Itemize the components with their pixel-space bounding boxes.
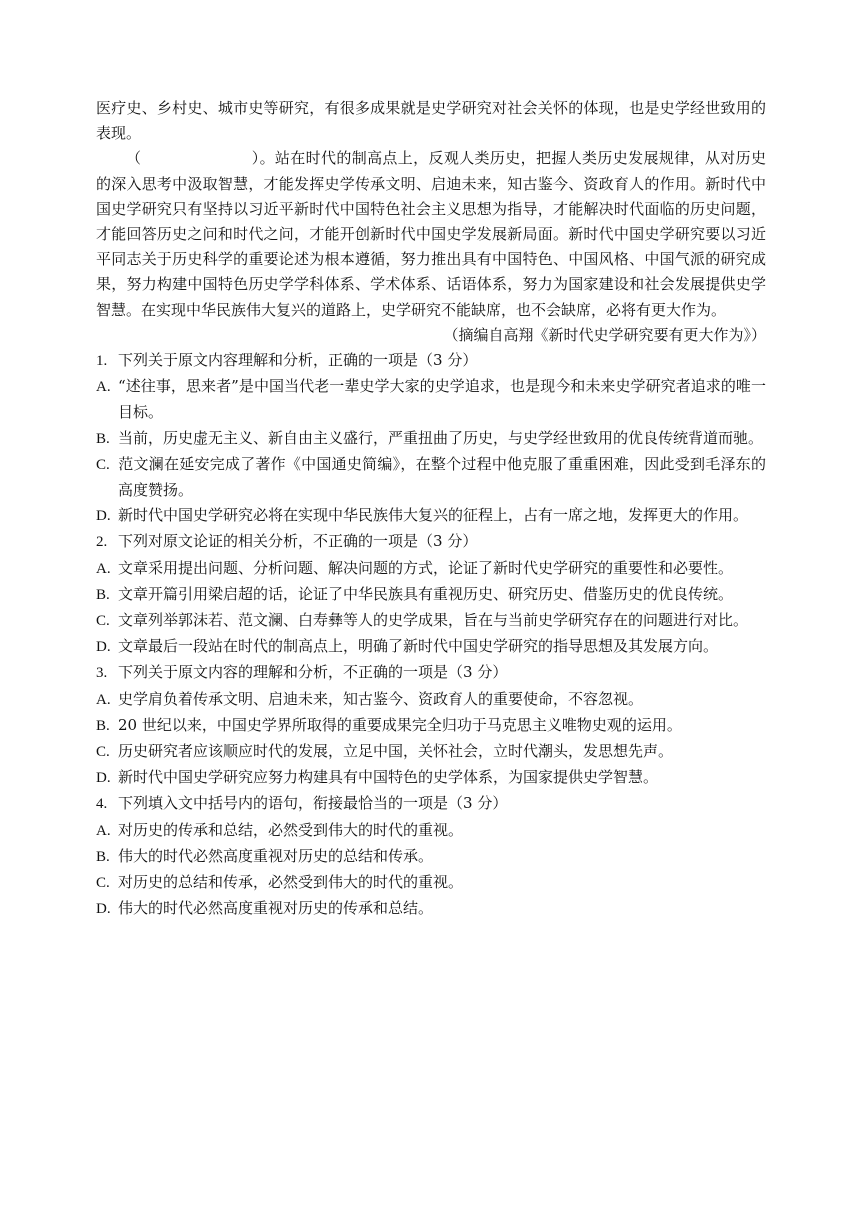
option-text: 文章列举郭沫若、范文澜、白寿彝等人的史学成果，旨在与当前史学研究存在的问题进行对比。 xyxy=(118,611,749,630)
option-letter: A. xyxy=(96,822,111,839)
question-stem xyxy=(96,529,766,555)
option-letter: C. xyxy=(96,613,110,630)
option-text: 新时代中国史学研究应努力构建具有中国特色的史学体系，为国家提供史学智慧。 xyxy=(118,768,659,787)
option-letter: B. xyxy=(96,848,110,865)
blank-open-paren: （ xyxy=(126,149,142,168)
option-c xyxy=(96,870,766,896)
option-text: 伟大的时代必然高度重视对历史的总结和传承。 xyxy=(118,846,434,865)
option-a xyxy=(96,687,766,713)
option-text: 当前，历史虚无主义、新自由主义盛行，严重扭曲了历史，与史学经世致用的优良传统背道而驰。 xyxy=(118,428,764,447)
question-number: 1. xyxy=(96,353,108,370)
option-d xyxy=(96,503,766,529)
option-text: 史学肩负着传承文明、启迪未来，知古鉴今、资政育人的重要使命，不容忽视。 xyxy=(118,689,644,708)
question-number: 4. xyxy=(96,796,108,813)
option-a xyxy=(96,374,766,425)
option-letter: C. xyxy=(96,744,110,761)
option-letter: B. xyxy=(96,430,110,447)
option-text: 对历史的总结和传承，必然受到伟大的时代的重视。 xyxy=(118,873,464,892)
question-text: 下列关于原文内容理解和分析，正确的一项是（3 分） xyxy=(118,351,478,370)
option-a xyxy=(96,818,766,844)
option-letter: A. xyxy=(96,691,111,708)
option-b xyxy=(96,582,766,608)
option-letter: D. xyxy=(96,770,111,787)
option-text: 伟大的时代必然高度重视对历史的传承和总结。 xyxy=(118,899,434,918)
question-2 xyxy=(96,529,766,660)
passage-continuation: 医疗史、乡村史、城市史等研究，有很多成果就是史学研究对社会关怀的体现，也是史学经世致用的表现。 xyxy=(96,99,766,143)
option-letter: D. xyxy=(96,901,111,918)
option-b xyxy=(96,426,766,452)
passage-final-paragraph xyxy=(96,146,766,322)
option-text: 对历史的传承和总结，必然受到伟大的时代的重视。 xyxy=(118,820,464,839)
question-text: 下列关于原文内容的理解和分析，不正确的一项是（3 分） xyxy=(118,663,508,682)
question-text: 下列对原文论证的相关分析，不正确的一项是（3 分） xyxy=(118,532,478,551)
option-text: 20 世纪以来，中国史学界所取得的重要成果完全归功于马克思主义唯物史观的运用。 xyxy=(118,715,682,734)
question-3 xyxy=(96,660,766,791)
option-c xyxy=(96,608,766,634)
option-letter: D. xyxy=(96,639,111,656)
option-c xyxy=(96,452,766,503)
question-stem xyxy=(96,348,766,374)
question-stem xyxy=(96,791,766,817)
option-letter: B. xyxy=(96,586,110,603)
option-text: 范文澜在延安完成了著作《中国通史简编》，在整个过程中他克服了重重困难，因此受到毛泽东的高度赞扬。 xyxy=(118,454,766,500)
option-text: “述往事，思来者”是中国当代老一辈史学大家的史学追求，也是现今和未来史学研究者追求的唯一目标。 xyxy=(118,377,766,422)
question-4 xyxy=(96,791,766,922)
option-d xyxy=(96,896,766,922)
option-letter: A. xyxy=(96,379,111,396)
option-a xyxy=(96,556,766,582)
option-text: 文章开篇引用梁启超的话，论证了中华民族具有重视历史、研究历史、借鉴历史的优良传统。 xyxy=(118,584,734,603)
question-stem xyxy=(96,660,766,686)
option-letter: C. xyxy=(96,456,110,473)
option-b xyxy=(96,713,766,739)
option-letter: C. xyxy=(96,875,110,892)
option-d xyxy=(96,765,766,791)
question-text: 下列填入文中括号内的语句，衔接最恰当的一项是（3 分） xyxy=(118,794,508,813)
exam-content xyxy=(96,96,766,923)
question-1 xyxy=(96,348,766,529)
option-text: 文章最后一段站在时代的制高点上，明确了新时代中国史学研究的指导思想及其发展方向。 xyxy=(118,637,719,656)
final-paragraph-text: ）。站在时代的制高点上，反观人类历史，把握人类历史发展规律，从对历史的深入思考中汲取智慧，才能发挥史学传承文明、启迪未来，知古鉴今、资政育人的作用。新时代中国史学研究只有坚持以习近平新时代中国特色社会主义思想为指导，才能解决时代面临的历史问题，才能回答历史之问和时代之问，才能开创新时代中国史学发展新局面。新时代中国史学研究要以习近平同志关于历史科学的重要论述为根本遵循，努力推出具有中国特色、中国风格、中国气派的研究成果，努力构建中国特色历史学学科体系、学术体系、话语体系，努力为国家建设和社会发展提供史学智慧。在实现中华民族伟大复兴的道路上，史学研究不能缺席，也不会缺席，必将有更大作为。 xyxy=(96,149,766,319)
passage-source: （摘编自高翔《新时代史学研究要有更大作为》） xyxy=(443,325,766,344)
option-letter: A. xyxy=(96,560,111,577)
option-d xyxy=(96,634,766,660)
option-letter: B. xyxy=(96,717,110,734)
question-number: 3. xyxy=(96,665,108,682)
option-letter: D. xyxy=(96,508,111,525)
option-c xyxy=(96,739,766,765)
option-text: 新时代中国史学研究必将在实现中华民族伟大复兴的征程上，占有一席之地，发挥更大的作用。 xyxy=(118,506,749,525)
option-text: 文章采用提出问题、分析问题、解决问题的方式，论证了新时代史学研究的重要性和必要性。 xyxy=(118,558,734,577)
question-number: 2. xyxy=(96,534,108,551)
option-text: 历史研究者应该顺应时代的发展，立足中国，关怀社会，立时代潮头，发思想先声。 xyxy=(118,742,674,761)
option-b xyxy=(96,844,766,870)
